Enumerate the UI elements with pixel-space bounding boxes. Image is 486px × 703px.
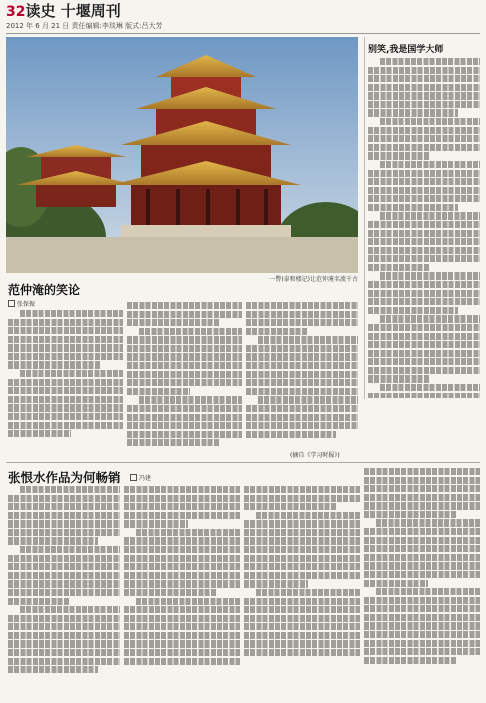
- yueyang-tower-photo: [6, 37, 358, 273]
- article-top-col-2: [127, 302, 242, 460]
- sidebar-text: [368, 58, 480, 398]
- author-marker-icon: [130, 474, 137, 481]
- tower-illustration: [6, 37, 358, 273]
- article-bottom-col-4: [364, 468, 480, 698]
- article-source-note: (摘自《学习时报》): [290, 452, 340, 459]
- sidebar-divider: [364, 37, 365, 399]
- masthead: [6, 3, 480, 20]
- article-author-bottom: [130, 473, 151, 482]
- author-name: 张保振: [17, 301, 36, 308]
- publication-name: 十堰周刊: [60, 2, 121, 20]
- article-title-zhang-henshui: 张恨水作品为何畅销: [8, 470, 121, 485]
- article-author: [8, 299, 35, 308]
- header-rule: [6, 33, 480, 34]
- section-divider: [6, 462, 480, 463]
- article-title-fan-zhongyan: 范仲淹的笑论: [8, 283, 81, 297]
- author-marker-icon: [8, 300, 15, 307]
- photo-caption: 一瞥(泰和楼记)让范仲淹名流千古: [269, 276, 358, 283]
- author-name-bottom: 冯建: [139, 475, 152, 482]
- article-bottom-col-1: [8, 486, 120, 698]
- page-header: [6, 3, 480, 31]
- page-number: 32: [6, 4, 26, 20]
- article-top-col-3: [246, 302, 358, 448]
- article-bottom-col-2: [124, 486, 240, 698]
- sidebar-title: 别笑,我是国学大师: [368, 45, 444, 55]
- article-top-col-1: [8, 310, 123, 460]
- date-editor-line: 2012 年 6 月 21 日 责任编辑:李琰琳 版式:吕大芳: [6, 22, 163, 30]
- column-name: 读史: [25, 2, 56, 20]
- article-bottom-col-3: [244, 486, 360, 698]
